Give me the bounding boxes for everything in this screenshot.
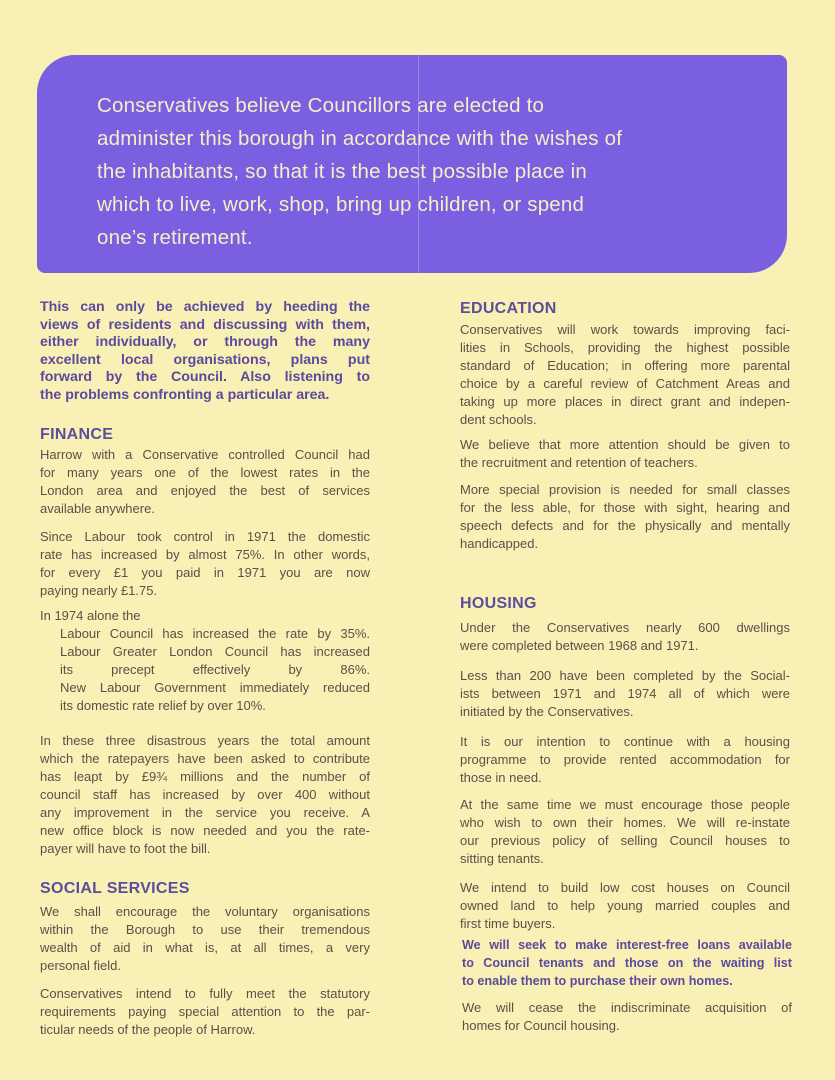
text-line: handicapped. bbox=[460, 536, 539, 551]
text-line: speech defects and for the physically and mentally bbox=[460, 518, 790, 533]
text-line: London area and enjoyed the best of services bbox=[40, 483, 370, 498]
text-line: New Labour Government immediately reduced bbox=[60, 680, 370, 695]
text-line: its precept effectively by 86%. bbox=[60, 662, 370, 677]
intro-banner bbox=[37, 55, 787, 273]
heading-social-services: SOCIAL SERVICES bbox=[40, 880, 190, 897]
heading-finance: FINANCE bbox=[40, 426, 114, 443]
heading-education: EDUCATION bbox=[460, 300, 557, 317]
text-line: forward by the Council. Also listening to bbox=[40, 369, 370, 385]
housing-paragraph bbox=[460, 619, 790, 655]
text-line: It is our intention to continue with a housing bbox=[460, 734, 790, 749]
text-line: taking up more places in direct grant and indepen- bbox=[460, 394, 790, 409]
text-line: ticular needs of the people of Harrow. bbox=[40, 1022, 256, 1037]
text-line: Conservatives will work towards improving faci- bbox=[460, 322, 790, 337]
text-line: within the Borough to use their tremendous bbox=[40, 922, 370, 937]
education-paragraph bbox=[460, 436, 790, 472]
text-line: Less than 200 have been completed by the Social- bbox=[460, 668, 790, 683]
text-line: payer will have to foot the bill. bbox=[40, 841, 211, 856]
text-line: Labour Greater London Council has increased bbox=[60, 644, 370, 659]
housing-paragraph bbox=[460, 796, 790, 868]
text-line: dent schools. bbox=[460, 412, 537, 427]
text-line: This can only be achieved by heeding the bbox=[40, 299, 370, 315]
text-line: our previous policy of selling Council houses to bbox=[460, 833, 790, 848]
text-line: sitting tenants. bbox=[460, 851, 544, 866]
text-line: excellent local organisations, plans put bbox=[40, 351, 370, 368]
text-line: At the same time we must encourage those people bbox=[460, 797, 790, 812]
banner-text bbox=[97, 89, 757, 254]
social-paragraph bbox=[40, 903, 370, 975]
text-line: We will cease the indiscriminate acquisition of bbox=[462, 1000, 792, 1015]
text-line: the recruitment and retention of teachers. bbox=[460, 455, 698, 470]
finance-paragraph bbox=[40, 446, 370, 518]
text-line: personal field. bbox=[40, 958, 121, 973]
text-line: Under the Conservatives nearly 600 dwellings bbox=[460, 620, 790, 635]
text-line: standard of Education; in offering more parental bbox=[460, 358, 790, 373]
housing-paragraph bbox=[460, 667, 790, 721]
text-line: requirements paying special attention to the par- bbox=[40, 1004, 370, 1019]
text-line: ists between 1971 and 1974 all of which were bbox=[460, 686, 790, 701]
text-line: for the less able, for those with sight, hearing and bbox=[460, 500, 790, 515]
text-line: More special provision is needed for small classes bbox=[460, 482, 790, 497]
text-line: owned land to help young married couples and bbox=[460, 898, 790, 913]
text-line: choice by a careful review of Catchment Areas and bbox=[460, 376, 790, 391]
text-line: council staff has increased by over 400 without bbox=[40, 787, 370, 802]
text-line: Harrow with a Conservative controlled Council had bbox=[40, 447, 370, 462]
text-line: We believe that more attention should be given to bbox=[460, 437, 790, 452]
text-line: which to live, work, shop, bring up children, or spend bbox=[97, 193, 585, 216]
text-line: has leapt by £9¾ millions and the number of bbox=[40, 769, 370, 784]
text-line: which the ratepayers have been asked to contribute bbox=[40, 751, 370, 766]
heading-housing: HOUSING bbox=[460, 595, 537, 612]
text-line: Conservatives believe Councillors are elected to bbox=[97, 94, 545, 117]
social-paragraph bbox=[40, 985, 370, 1039]
text-line: Since Labour took control in 1971 the domestic bbox=[40, 529, 370, 544]
education-paragraph bbox=[460, 321, 790, 429]
text-line: were completed between 1968 and 1971. bbox=[460, 638, 699, 653]
text-line: homes for Council housing. bbox=[462, 1018, 620, 1033]
text-line: its domestic rate relief by over 10%. bbox=[60, 698, 266, 713]
text-line: views of residents and discussing with them, bbox=[40, 316, 370, 333]
finance-paragraph bbox=[40, 528, 370, 600]
finance-paragraph bbox=[40, 732, 370, 858]
text-line: either individually, or through the many bbox=[40, 334, 370, 350]
text-line: who wish to own their homes. We will re-instate bbox=[460, 815, 790, 830]
text-line: programme to provide rented accommodation for bbox=[460, 752, 790, 767]
finance-list bbox=[60, 625, 370, 715]
text-line: to Council tenants and those on the waiting list bbox=[462, 956, 792, 970]
education-paragraph bbox=[460, 481, 790, 553]
text-line: those in need. bbox=[460, 770, 542, 785]
text-line: available anywhere. bbox=[40, 501, 155, 516]
text-line: wealth of aid in what is, at all times, a very bbox=[40, 940, 370, 955]
housing-paragraph bbox=[460, 879, 790, 933]
housing-paragraph bbox=[460, 733, 790, 787]
text-line: We intend to build low cost houses on Council bbox=[460, 880, 790, 895]
intro-statement bbox=[40, 299, 370, 404]
text-line: for many years one of the lowest rates in the bbox=[40, 465, 370, 480]
text-line: administer this borough in accordance with the wishes of bbox=[97, 127, 623, 150]
housing-loans-statement bbox=[462, 936, 792, 990]
text-line: to enable them to purchase their own homes. bbox=[462, 974, 733, 988]
text-line: the problems confronting a particular area. bbox=[40, 386, 330, 403]
housing-paragraph bbox=[462, 999, 792, 1035]
text-line: for every £1 you paid in 1971 you are now bbox=[40, 565, 370, 580]
text-line: Labour Council has increased the rate by 35%. bbox=[60, 626, 370, 641]
text-line: first time buyers. bbox=[460, 916, 556, 931]
text-line: the inhabitants, so that it is the best possible place in bbox=[97, 160, 588, 183]
text-line: We shall encourage the voluntary organisations bbox=[40, 904, 370, 919]
text-line: paying nearly £1.75. bbox=[40, 583, 158, 598]
text-line: lities in Schools, providing the highest possible bbox=[460, 340, 790, 355]
text-line: initiated by the Conservatives. bbox=[460, 704, 634, 719]
text-line: new office block is now needed and you the rate- bbox=[40, 823, 370, 838]
text-line: In 1974 alone the bbox=[40, 608, 141, 623]
text-line: In these three disastrous years the total amount bbox=[40, 733, 370, 748]
text-line: We will seek to make interest-free loans available bbox=[462, 938, 792, 952]
text-line: rate has increased by almost 75%. In other words, bbox=[40, 547, 370, 562]
text-line: any improvement in the service you receive. A bbox=[40, 805, 370, 820]
finance-paragraph-lead bbox=[40, 607, 370, 625]
text-line: Conservatives intend to fully meet the statutory bbox=[40, 986, 370, 1001]
text-line: one’s retirement. bbox=[97, 226, 253, 249]
